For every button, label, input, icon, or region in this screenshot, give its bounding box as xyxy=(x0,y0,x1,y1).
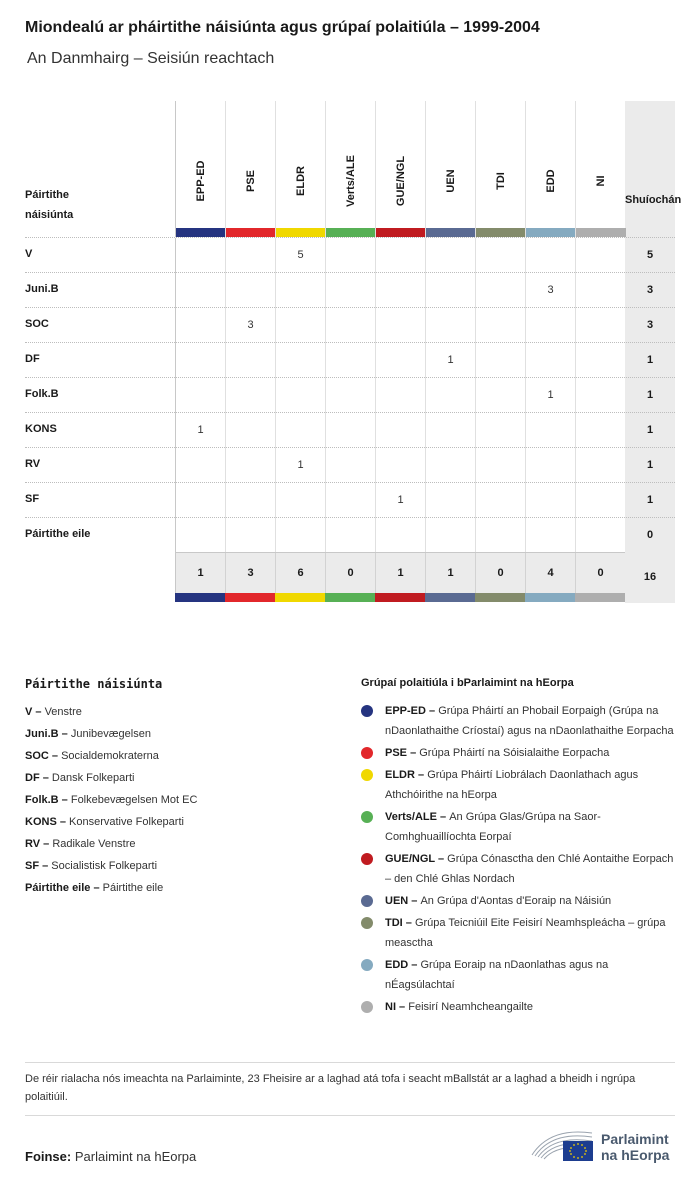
group-column-header xyxy=(475,101,525,237)
group-name: EPP-ED xyxy=(195,160,207,202)
seat-cell: 5 xyxy=(275,238,325,273)
group-color-bar xyxy=(175,593,225,602)
seat-cell xyxy=(575,483,625,518)
group-name: An Grúpa Glas/Grúpa na Saor-Comhghuaillíochta Eorpaí xyxy=(385,811,601,843)
source-label: Foinse: xyxy=(25,1149,72,1164)
party-name: Folkebevægelsen Mot EC xyxy=(70,794,198,806)
table-row xyxy=(25,482,675,517)
group-dot-icon xyxy=(361,959,373,971)
seat-cell xyxy=(325,273,375,308)
seat-cell xyxy=(225,483,275,518)
group-abbr: TDI – xyxy=(385,917,415,929)
political-groups-legend-title: Grúpaí polaitiúla i bParlaimint na hEorpa xyxy=(361,677,574,689)
national-parties-legend xyxy=(25,677,325,899)
table-row xyxy=(25,307,675,342)
table-row xyxy=(25,517,675,552)
seat-cell xyxy=(225,238,275,273)
seat-cell xyxy=(475,343,525,378)
seats-header-label: Shuíochán xyxy=(625,194,682,206)
group-color-bar xyxy=(525,593,575,602)
table-row xyxy=(25,237,675,272)
seat-total-cell: 3 xyxy=(646,284,654,296)
group-total-cell: 0 xyxy=(575,553,625,594)
group-dot-icon xyxy=(361,705,373,717)
divider xyxy=(25,1062,675,1063)
footnote: De réir rialacha nós imeachta na Parlaiminte, 23 Fheisire ar a laghad atá tofa i seacht mBallstát ar a laghad a bheidh i ngrúpa polaitiúil. xyxy=(25,1073,636,1103)
group-dot-icon xyxy=(361,769,373,781)
seat-cell xyxy=(375,273,425,308)
party-name: Radikale Venstre xyxy=(52,838,136,850)
party-abbr: Juni.B – xyxy=(25,728,71,740)
group-column-header xyxy=(525,101,575,237)
source-line xyxy=(25,1149,196,1164)
seat-cell xyxy=(425,448,475,483)
group-name: Grúpa Pháirtí na Sóisialaithe Eorpacha xyxy=(419,747,610,759)
party-legend-item xyxy=(25,789,325,811)
group-abbr: NI – xyxy=(385,1001,409,1013)
seat-cell xyxy=(325,483,375,518)
logo-text xyxy=(601,1131,669,1163)
group-column-header xyxy=(375,101,425,237)
seat-cell xyxy=(525,483,575,518)
group-legend-item xyxy=(361,955,676,995)
group-name: PSE xyxy=(245,170,257,193)
seat-cell xyxy=(475,413,525,448)
seat-cell xyxy=(275,378,325,413)
party-name: Konservative Folkeparti xyxy=(69,816,184,828)
group-total-cell: 1 xyxy=(375,553,425,594)
seat-cell xyxy=(475,308,525,343)
party-legend-item xyxy=(25,745,325,767)
group-abbr: UEN – xyxy=(385,895,421,907)
seat-cell: 1 xyxy=(175,413,225,448)
party-abbr: Páirtithe eile – xyxy=(25,882,103,894)
seat-cell xyxy=(425,238,475,273)
group-name: NI xyxy=(595,175,607,187)
seat-cell: 1 xyxy=(525,378,575,413)
party-legend-item xyxy=(25,811,325,833)
party-abbr: RV – xyxy=(25,838,53,850)
divider xyxy=(25,1115,675,1116)
seat-cell xyxy=(225,343,275,378)
seat-cell xyxy=(175,343,225,378)
group-total-cell: 0 xyxy=(475,553,525,594)
seat-cell xyxy=(325,413,375,448)
group-color-bar xyxy=(275,593,325,602)
seat-cell xyxy=(175,448,225,483)
party-legend-item xyxy=(25,855,325,877)
group-column-header xyxy=(425,101,475,237)
group-total-cell: 1 xyxy=(175,553,225,594)
group-column-header xyxy=(225,101,275,237)
party-label: Juni.B xyxy=(25,283,59,295)
group-color-bar xyxy=(576,228,626,237)
seat-cell xyxy=(375,343,425,378)
group-name: Grúpa Cónasctha den Chlé Aontaithe Eorpach – den Chlé Ghlas Nordach xyxy=(385,853,674,885)
page-subtitle: An Danmhairg – Seisiún reachtach xyxy=(27,50,275,67)
group-name: Verts/ALE xyxy=(345,155,357,207)
group-legend-item xyxy=(361,743,676,763)
group-dot-icon xyxy=(361,853,373,865)
national-parties-legend-title: Páirtithe náisiúnta xyxy=(25,677,163,691)
seat-cell xyxy=(575,343,625,378)
seat-cell xyxy=(275,308,325,343)
seat-total-cell: 1 xyxy=(646,424,654,436)
seat-cell xyxy=(325,343,375,378)
seat-cell xyxy=(225,518,275,553)
table-row xyxy=(25,342,675,377)
group-name: Grúpa Eoraip na nDaonlathas agus na nÉagsúlachtaí xyxy=(385,959,609,991)
party-label: SOC xyxy=(25,318,49,330)
seat-cell xyxy=(225,273,275,308)
seat-cell xyxy=(175,238,225,273)
group-color-bar xyxy=(225,593,275,602)
logo-text-line2: na hEorpa xyxy=(601,1147,670,1163)
party-legend-item xyxy=(25,701,325,723)
seat-cell xyxy=(525,343,575,378)
seat-cell xyxy=(575,238,625,273)
group-color-bar xyxy=(575,593,625,602)
group-column-header xyxy=(325,101,375,237)
seat-cell xyxy=(375,413,425,448)
party-label: Folk.B xyxy=(25,388,59,400)
group-color-bar xyxy=(226,228,276,237)
group-abbr: EDD – xyxy=(385,959,421,971)
party-abbr: SF – xyxy=(25,860,52,872)
group-color-bar xyxy=(326,228,376,237)
seat-total-cell: 5 xyxy=(646,249,654,261)
party-label: Páirtithe eile xyxy=(25,528,91,540)
seat-total-cell: 0 xyxy=(646,529,654,541)
seat-cell xyxy=(525,448,575,483)
table-row xyxy=(25,412,675,447)
group-dot-icon xyxy=(361,811,373,823)
group-legend-item xyxy=(361,891,676,911)
group-name: EDD xyxy=(545,169,557,193)
seat-cell xyxy=(525,308,575,343)
group-legend-item xyxy=(361,807,676,847)
group-dot-icon xyxy=(361,917,373,929)
row-header-label: Páirtithe náisiúnta xyxy=(25,189,74,221)
group-color-bar xyxy=(376,228,426,237)
seat-cell xyxy=(525,238,575,273)
seat-cell xyxy=(425,518,475,553)
seat-cell xyxy=(275,413,325,448)
seat-cell xyxy=(575,518,625,553)
party-legend-item xyxy=(25,833,325,855)
seat-cell xyxy=(225,448,275,483)
party-legend-item xyxy=(25,877,325,899)
group-column-header xyxy=(275,101,325,237)
seat-cell xyxy=(375,238,425,273)
european-parliament-logo-icon xyxy=(530,1125,596,1163)
seat-cell xyxy=(575,413,625,448)
seat-cell xyxy=(425,308,475,343)
seat-cell xyxy=(175,518,225,553)
seat-cell xyxy=(325,378,375,413)
seat-cell xyxy=(575,378,625,413)
party-name: Socialistisk Folkeparti xyxy=(51,860,158,872)
group-name: ELDR xyxy=(295,166,307,196)
seat-cell: 1 xyxy=(275,448,325,483)
group-dot-icon xyxy=(361,747,373,759)
group-color-bar xyxy=(476,228,526,237)
seat-cell xyxy=(525,413,575,448)
group-total-cell: 6 xyxy=(275,553,325,594)
seat-cell: 3 xyxy=(225,308,275,343)
seat-cell xyxy=(475,483,525,518)
group-color-bar xyxy=(425,593,475,602)
seat-cell xyxy=(375,518,425,553)
group-name: TDI xyxy=(495,172,507,190)
group-total-cell: 0 xyxy=(325,553,375,594)
grand-total: 16 xyxy=(643,571,657,583)
seat-cell xyxy=(325,518,375,553)
seat-total-cell: 1 xyxy=(646,459,654,471)
party-legend-item xyxy=(25,767,325,789)
group-total-cell: 1 xyxy=(425,553,475,594)
seat-cell xyxy=(175,378,225,413)
party-legend-item xyxy=(25,723,325,745)
seat-total-cell: 1 xyxy=(646,389,654,401)
group-legend-item xyxy=(361,849,676,889)
seat-cell xyxy=(225,413,275,448)
party-abbr: KONS – xyxy=(25,816,70,828)
party-label: KONS xyxy=(25,423,57,435)
seat-cell xyxy=(275,518,325,553)
group-legend-item xyxy=(361,765,676,805)
group-total-cell: 4 xyxy=(525,553,575,594)
group-abbr: PSE – xyxy=(385,747,420,759)
party-abbr: DF – xyxy=(25,772,52,784)
party-name: Venstre xyxy=(44,706,82,718)
seat-total-cell: 1 xyxy=(646,494,654,506)
party-name: Junibevægelsen xyxy=(70,728,151,740)
seat-cell xyxy=(275,273,325,308)
logo-text-line1: Parlaimint xyxy=(601,1131,669,1147)
table-row xyxy=(25,447,675,482)
political-groups-legend xyxy=(361,677,681,1019)
seat-cell xyxy=(475,518,525,553)
group-name: GUE/NGL xyxy=(395,155,407,207)
seat-cell xyxy=(525,518,575,553)
seat-cell xyxy=(425,378,475,413)
group-column-header xyxy=(175,101,225,237)
group-abbr: EPP-ED – xyxy=(385,705,439,717)
seat-cell xyxy=(375,308,425,343)
group-total-cell: 3 xyxy=(225,553,275,594)
seat-cell xyxy=(425,273,475,308)
group-color-bar xyxy=(475,593,525,602)
seat-cell xyxy=(475,273,525,308)
seat-cell: 3 xyxy=(525,273,575,308)
group-column-header xyxy=(575,101,625,237)
party-abbr: V – xyxy=(25,706,45,718)
group-legend-item xyxy=(361,913,676,953)
group-color-bar xyxy=(176,228,226,237)
group-name: Feisirí Neamhcheangailte xyxy=(408,1001,533,1013)
seat-cell xyxy=(325,238,375,273)
seat-cell xyxy=(175,308,225,343)
group-dot-icon xyxy=(361,1001,373,1013)
group-color-bar xyxy=(276,228,326,237)
seat-cell xyxy=(425,483,475,518)
seat-cell xyxy=(575,273,625,308)
european-parliament-logo xyxy=(530,1125,680,1165)
group-name: An Grúpa d'Aontas d'Eoraip na Náisiún xyxy=(420,895,612,907)
group-name: Grúpa Pháirtí Liobrálach Daonlathach agus Athchóirithe na hEorpa xyxy=(385,769,639,801)
seat-cell xyxy=(375,378,425,413)
table-row xyxy=(25,377,675,412)
seat-cell xyxy=(475,238,525,273)
seat-cell xyxy=(375,448,425,483)
party-label: RV xyxy=(25,458,41,470)
party-label: V xyxy=(25,248,33,260)
group-abbr: GUE/NGL – xyxy=(385,853,448,865)
seat-cell xyxy=(475,378,525,413)
group-color-bar xyxy=(526,228,576,237)
seat-cell xyxy=(425,413,475,448)
group-abbr: Verts/ALE – xyxy=(385,811,450,823)
party-abbr: Folk.B – xyxy=(25,794,71,806)
group-dot-icon xyxy=(361,895,373,907)
seat-cell: 1 xyxy=(375,483,425,518)
seat-cell xyxy=(175,483,225,518)
seat-cell xyxy=(225,378,275,413)
party-name: Páirtithe eile xyxy=(102,882,164,894)
group-legend-item xyxy=(361,701,676,741)
seat-total-cell: 1 xyxy=(646,354,654,366)
party-name: Dansk Folkeparti xyxy=(51,772,135,784)
seat-cell xyxy=(575,448,625,483)
seat-cell xyxy=(575,308,625,343)
seat-cell xyxy=(325,448,375,483)
seat-cell xyxy=(275,483,325,518)
party-name: Socialdemokraterna xyxy=(61,750,159,762)
source-value: Parlaimint na hEorpa xyxy=(74,1149,197,1164)
seat-cell xyxy=(475,448,525,483)
group-color-bar xyxy=(325,593,375,602)
group-abbr: ELDR – xyxy=(385,769,428,781)
party-label: DF xyxy=(25,353,40,365)
seat-cell: 1 xyxy=(425,343,475,378)
seat-cell xyxy=(175,273,225,308)
group-color-bar xyxy=(426,228,476,237)
page-title: Miondealú ar pháirtithe náisiúnta agus grúpaí polaitiúla – 1999-2004 xyxy=(25,19,540,36)
totals-row xyxy=(175,552,625,602)
party-label: SF xyxy=(25,493,40,505)
party-abbr: SOC – xyxy=(25,750,62,762)
table-row xyxy=(25,272,675,307)
seat-cell xyxy=(275,343,325,378)
seat-total-cell: 3 xyxy=(646,319,654,331)
group-name: Grúpa Pháirtí an Phobail Eorpaigh (Grúpa na nDaonlathaithe Críostaí) agus na nDaonlathaithe Eorpacha xyxy=(385,705,674,737)
group-color-bar xyxy=(375,593,425,602)
group-name: Grúpa Teicniúil Eite Feisirí Neamhspleácha – grúpa measctha xyxy=(385,917,666,949)
seat-cell xyxy=(325,308,375,343)
group-legend-item xyxy=(361,997,676,1017)
group-name: UEN xyxy=(445,169,457,193)
